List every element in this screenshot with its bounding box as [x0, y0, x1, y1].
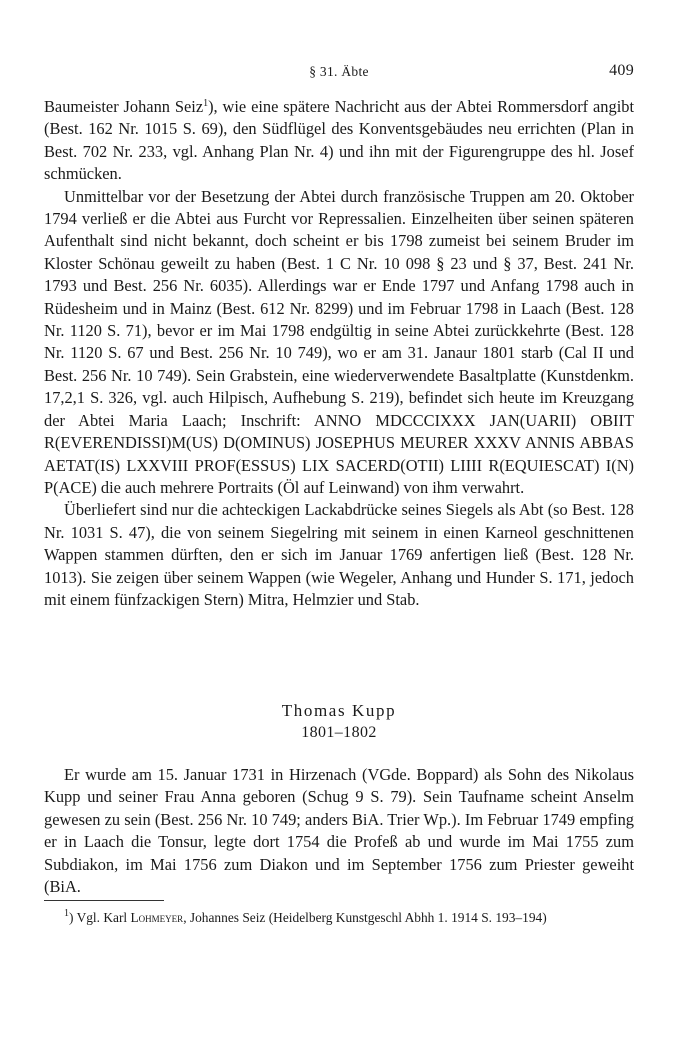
paragraph-2: Unmittelbar vor der Besetzung der Abtei durch französische Truppen am 20. Oktober 1794 verließ er die Abtei aus Furcht vor Repressalien. Einzelheiten über seinen späteren Aufenthalt sind nicht bekannt, doch scheint er bis 1798 zumeist bei seinem Bruder im Kloster Schönau geweilt zu haben (Best. 1 C Nr. 10 098 § 23 und § 37, Best. 241 Nr. 1793 und Best. 256 Nr. 6035). Allerdings war er Ende 1797 und Anfang 1798 auch in Rüdesheim und in Mainz (Best. 612 Nr. 8299) und im Februar 1798 in Laach (Best. 128 Nr. 1120 S. 71), bevor er im Mai 1798 endgültig in seine Abtei zurückkehrte (Best. 128 Nr. 1120 S. 67 und Best. 256 Nr. 10 749), wo er am 31. Janaur 1801 starb (Cal II und Best. 256 Nr. 10 749). Sein Grabstein, eine wiederverwendete Basaltplatte (Kunstdenkm. 17,2,1 S. 326, vgl. auch Hilpisch, Aufhebung S. 219), befindet sich heute im Kreuzgang der Abtei Maria Laach; Inschrift: ANNO MDCCCIXXX JAN(UARII) OBIIT R(EVERENDISSI)M(US) D(OMINUS) JOSEPHUS MEURER XXXV ANNIS ABBAS AETAT(IS) LXXVIII PROF(ESSUS) LIX SACERD(OTII) LIIII R(EQUIESCAT) I(N) P(ACE) die auch mehrere Portraits (Öl auf Leinwand) von ihm verwahrt. [44, 186, 634, 497]
footnote-divider [44, 900, 164, 901]
footnote-marker: 1 [64, 908, 69, 919]
footnote-author: Lohmeyer [130, 910, 184, 925]
running-head [44, 64, 634, 86]
footnote-ref[interactable]: 1 [203, 98, 209, 109]
section-text [44, 764, 634, 898]
section-heading [44, 700, 634, 744]
page-number: 409 [609, 62, 634, 79]
paragraph-1 [44, 96, 634, 186]
footnote-rest: , Johannes Seiz (Heidelberg Kunstgeschl Abhh 1. 1914 S. 193–194) [183, 910, 547, 925]
paragraph-1-start: Baumeister Johann Seiz [44, 97, 204, 116]
paragraph-3: Überliefert sind nur die achteckigen Lackabdrücke seines Siegels als Abt (so Best. 128 Nr. 1031 S. 47), die von seinem Siegelring mit seinem in einen Karneol geschnittenen Wappen stammen dürften, den er sich im Januar 1769 anfertigen ließ (Best. 128 Nr. 1013). Sie zeigen über seinem Wappen (wie Wegeler, Anhang und Hunder S. 171, jedoch mit einem fünfzackigen Stern) Mitra, Helmzier und Stab. [44, 500, 634, 609]
running-title: § 31. Äbte [309, 64, 369, 79]
section-years: 1801–1802 [301, 724, 377, 741]
section-paragraph: Er wurde am 15. Januar 1731 in Hirzenach (VGde. Boppard) als Sohn des Nikolaus Kupp und seiner Frau Anna geboren (Schug 9 S. 79). Sein Taufname scheint Anselm gewesen zu sein (Best. 256 Nr. 10 749; anders BiA. Trier Wp.). Im Februar 1749 empfing er in Laach die Tonsur, legte dort 1754 die Profeß ab und wurde im Mai 1755 zum Subdiakon, im Mai 1756 zum Diakon und im September 1756 zum Priester geweiht (BiA. [44, 765, 634, 897]
paragraph-1-rest: ), wie eine spätere Nachricht aus der Abtei Rommersdorf angibt (Best. 162 Nr. 1015 S. 69), den Südflügel des Konventsgebäudes neu errichten (Plan in Best. 702 Nr. 233, vgl. Anhang Plan Nr. 4) und ihn mit der Figurengruppe des hl. Josef schmücken. [44, 97, 634, 184]
section-name: Thomas Kupp [281, 701, 397, 720]
main-text [44, 96, 634, 611]
footnote [44, 908, 634, 927]
footnote-prefix: ) Vgl. Karl [69, 910, 131, 925]
